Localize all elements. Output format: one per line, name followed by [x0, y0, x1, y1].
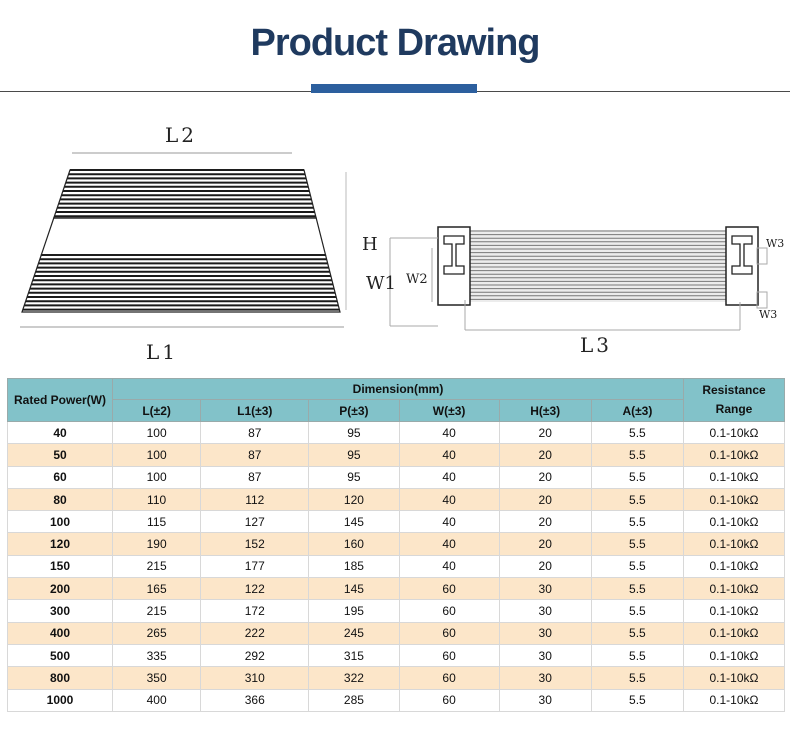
- dimension-cell: 60: [399, 578, 499, 600]
- resistance-cell: 0.1-10kΩ: [684, 622, 785, 644]
- dimension-cell: 190: [113, 533, 201, 555]
- dimension-cell: 30: [499, 600, 591, 622]
- dimension-cell: 335: [113, 644, 201, 666]
- resistance-cell: 0.1-10kΩ: [684, 555, 785, 577]
- rated-power-cell: 1000: [8, 689, 113, 711]
- dimension-cell: 265: [113, 622, 201, 644]
- rated-power-cell: 300: [8, 600, 113, 622]
- dimension-cell: 20: [499, 555, 591, 577]
- rated-power-cell: 400: [8, 622, 113, 644]
- dimension-cell: 292: [201, 644, 309, 666]
- l3-label: L3: [580, 333, 613, 357]
- l2-label: L2: [165, 123, 198, 147]
- rated-power-cell: 500: [8, 644, 113, 666]
- table-row: [8, 466, 785, 488]
- rated-power-cell: 800: [8, 667, 113, 689]
- left-mounting-bracket: [438, 227, 470, 305]
- rated-power-cell: 40: [8, 422, 113, 444]
- dimension-cell: 60: [399, 667, 499, 689]
- dimension-cell: 30: [499, 644, 591, 666]
- dimension-cell: 5.5: [591, 689, 683, 711]
- dimension-cell: 40: [399, 466, 499, 488]
- dimension-cell: 20: [499, 488, 591, 510]
- dimension-cell: 5.5: [591, 488, 683, 510]
- dimension-cell: 112: [201, 488, 309, 510]
- table-row: [8, 488, 785, 510]
- header-col-3: W(±3): [399, 400, 499, 422]
- rated-power-cell: 60: [8, 466, 113, 488]
- dimension-cell: 20: [499, 422, 591, 444]
- dimension-cell: 145: [309, 511, 399, 533]
- dimension-cell: 315: [309, 644, 399, 666]
- dimension-cell: 40: [399, 555, 499, 577]
- trapezoid-outline-0: [54, 170, 316, 218]
- table-row: [8, 644, 785, 666]
- resistance-cell: 0.1-10kΩ: [684, 444, 785, 466]
- table-row: [8, 422, 785, 444]
- dimension-cell: 40: [399, 533, 499, 555]
- header-col-4: H(±3): [499, 400, 591, 422]
- table-row: [8, 511, 785, 533]
- resistance-cell: 0.1-10kΩ: [684, 578, 785, 600]
- rated-power-cell: 50: [8, 444, 113, 466]
- w3-top-label: W3: [766, 237, 785, 250]
- h-label: H: [362, 234, 378, 255]
- dimension-cell: 122: [201, 578, 309, 600]
- dimension-cell: 165: [113, 578, 201, 600]
- side-view-trapezoid: [20, 153, 346, 327]
- dimension-cell: 245: [309, 622, 399, 644]
- header-resistance-range: Resistance Range: [684, 379, 785, 422]
- right-mounting-bracket: [726, 227, 758, 305]
- dimension-cell: 5.5: [591, 644, 683, 666]
- resistance-cell: 0.1-10kΩ: [684, 422, 785, 444]
- dimension-cell: 40: [399, 488, 499, 510]
- dimension-cell: 20: [499, 444, 591, 466]
- dimension-cell: 60: [399, 600, 499, 622]
- dimension-cell: 5.5: [591, 466, 683, 488]
- header-dimension: Dimension(mm): [113, 379, 684, 400]
- dimension-cell: 87: [201, 466, 309, 488]
- dimension-cell: 60: [399, 689, 499, 711]
- dimension-cell: 5.5: [591, 422, 683, 444]
- dimension-cell: 366: [201, 689, 309, 711]
- dimension-cell: 160: [309, 533, 399, 555]
- dimension-cell: 120: [309, 488, 399, 510]
- w2-label: W2: [406, 272, 428, 287]
- rated-power-cell: 200: [8, 578, 113, 600]
- dimension-cell: 5.5: [591, 511, 683, 533]
- dimension-cell: 285: [309, 689, 399, 711]
- dimension-cell: 20: [499, 533, 591, 555]
- dimension-cell: 5.5: [591, 578, 683, 600]
- dimension-cell: 115: [113, 511, 201, 533]
- rated-power-cell: 120: [8, 533, 113, 555]
- dimension-cell: 5.5: [591, 533, 683, 555]
- dimension-cell: 95: [309, 466, 399, 488]
- resistance-cell: 0.1-10kΩ: [684, 466, 785, 488]
- table-row: [8, 533, 785, 555]
- w3-bottom-label: W3: [759, 308, 778, 321]
- header-col-2: P(±3): [309, 400, 399, 422]
- table-row: [8, 622, 785, 644]
- dimension-cell: 95: [309, 444, 399, 466]
- dimension-cell: 110: [113, 488, 201, 510]
- dimension-cell: 5.5: [591, 555, 683, 577]
- dimension-cell: 60: [399, 622, 499, 644]
- w1-label: W1: [366, 273, 396, 294]
- dimension-cell: 95: [309, 422, 399, 444]
- rated-power-cell: 100: [8, 511, 113, 533]
- dimension-cell: 20: [499, 511, 591, 533]
- resistance-cell: 0.1-10kΩ: [684, 488, 785, 510]
- resistance-cell: 0.1-10kΩ: [684, 511, 785, 533]
- dimension-cell: 177: [201, 555, 309, 577]
- dimension-cell: 215: [113, 600, 201, 622]
- resistance-cell: 0.1-10kΩ: [684, 533, 785, 555]
- dimension-cell: 87: [201, 444, 309, 466]
- dimension-cell: 5.5: [591, 600, 683, 622]
- dimension-cell: 40: [399, 511, 499, 533]
- dimension-cell: 5.5: [591, 444, 683, 466]
- trapezoid-outline-1: [41, 218, 325, 255]
- dimension-cell: 40: [399, 422, 499, 444]
- dimension-cell: 322: [309, 667, 399, 689]
- resistance-cell: 0.1-10kΩ: [684, 644, 785, 666]
- header-rated-power: Rated Power(W): [8, 379, 113, 422]
- dimension-cell: 215: [113, 555, 201, 577]
- dimension-cell: 310: [201, 667, 309, 689]
- l1-label: L1: [146, 340, 179, 364]
- table-row: [8, 578, 785, 600]
- rated-power-cell: 80: [8, 488, 113, 510]
- dimension-cell: 152: [201, 533, 309, 555]
- table-row: [8, 667, 785, 689]
- header-col-0: L(±2): [113, 400, 201, 422]
- top-view-body: [390, 227, 767, 330]
- dimension-cell: 40: [399, 444, 499, 466]
- page-title: Product Drawing: [250, 22, 540, 64]
- resistance-cell: 0.1-10kΩ: [684, 689, 785, 711]
- dimension-cell: 100: [113, 444, 201, 466]
- dimension-cell: 127: [201, 511, 309, 533]
- dimension-cell: 5.5: [591, 667, 683, 689]
- dimension-cell: 60: [399, 644, 499, 666]
- dimension-cell: 5.5: [591, 622, 683, 644]
- dimension-cell: 145: [309, 578, 399, 600]
- dimension-cell: 30: [499, 689, 591, 711]
- dimension-cell: 172: [201, 600, 309, 622]
- table-row: [8, 689, 785, 711]
- header-col-5: A(±3): [591, 400, 683, 422]
- resistance-cell: 0.1-10kΩ: [684, 600, 785, 622]
- table-row: [8, 444, 785, 466]
- dimension-cell: 100: [113, 466, 201, 488]
- dimension-cell: 30: [499, 667, 591, 689]
- dimension-cell: 195: [309, 600, 399, 622]
- dimension-cell: 185: [309, 555, 399, 577]
- header-col-1: L1(±3): [201, 400, 309, 422]
- dimension-cell: 20: [499, 466, 591, 488]
- rated-power-cell: 150: [8, 555, 113, 577]
- dimension-cell: 350: [113, 667, 201, 689]
- dimension-cell: 100: [113, 422, 201, 444]
- resistance-cell: 0.1-10kΩ: [684, 667, 785, 689]
- dimension-cell: 87: [201, 422, 309, 444]
- table-row: [8, 600, 785, 622]
- spec-table: [7, 378, 785, 712]
- dimension-cell: 222: [201, 622, 309, 644]
- dimension-cell: 400: [113, 689, 201, 711]
- table-row: [8, 555, 785, 577]
- dimension-cell: 30: [499, 578, 591, 600]
- dimension-cell: 30: [499, 622, 591, 644]
